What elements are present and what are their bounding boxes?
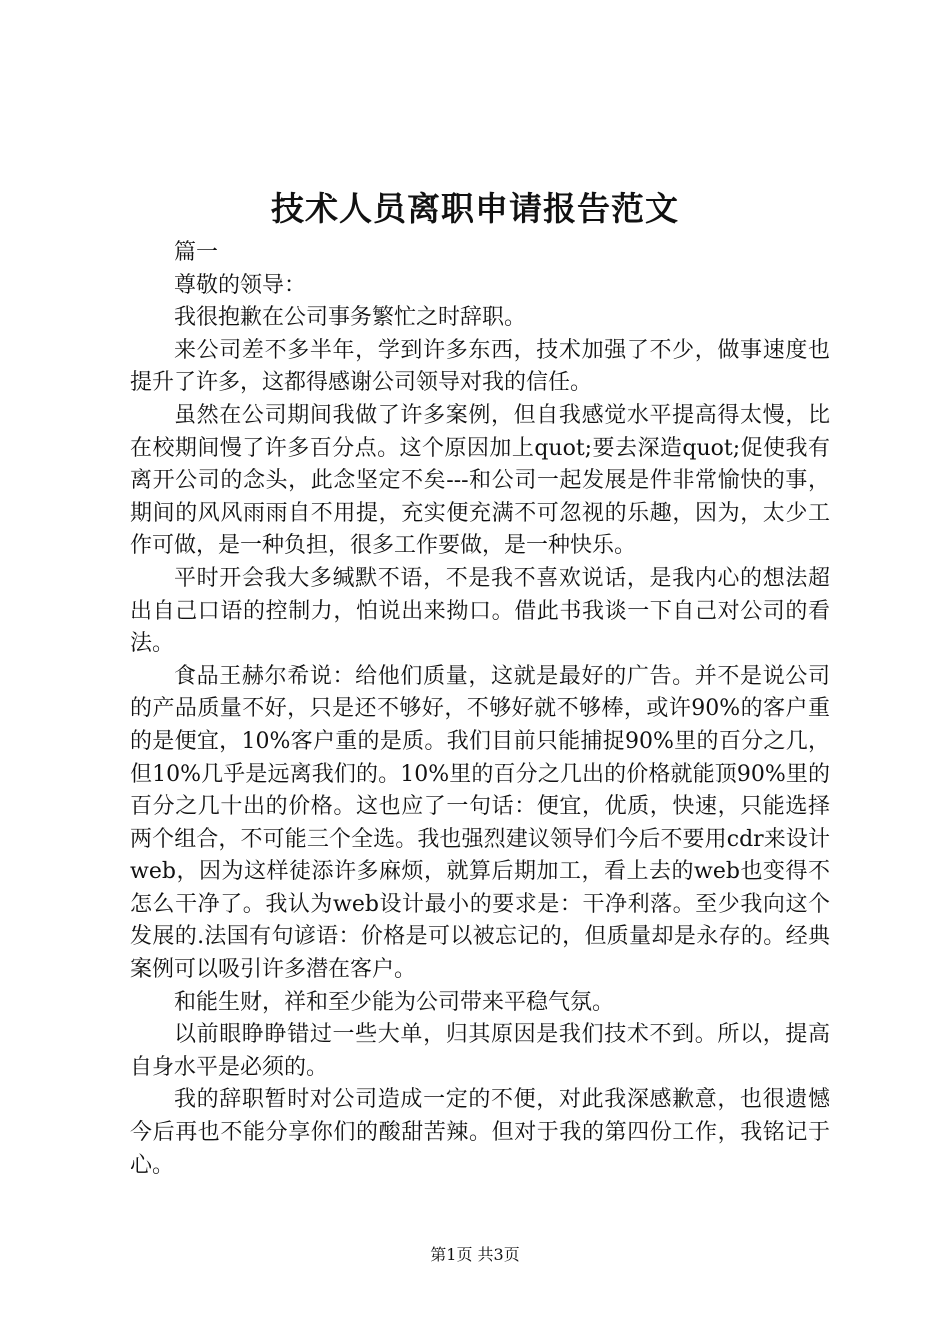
paragraph: 我很抱歉在公司事务繁忙之时辞职。 [174, 305, 527, 331]
paragraph: 我的辞职暂时对公司造成一定的不便，对此我深感歉意，也很遗憾今后再也不能分享你们的酸甜苦辣。但对于我的第四份工作，我铭记于心。 [130, 1087, 830, 1178]
page-footer: 第1页 共3页 [430, 1245, 520, 1264]
paragraph: 来公司差不多半年，学到许多东西，技术加强了不少，做事速度也提升了许多，这都得感谢公司领导对我的信任。 [130, 337, 830, 396]
paragraph: 虽然在公司期间我做了许多案例，但自我感觉水平提高得太慢，比在校期间慢了许多百分点。这个原因加上quot;要去深造quot;促使我有离开公司的念头，此念坚定不矣---和公司一起发展是件非常愉快的事，期间的风风雨雨自不用提，充实便充满不可忽视的乐趣，因为，太少工作可做，是一种负担，很多工作要做，是一种快乐。 [130, 402, 830, 559]
paragraph: 食品王赫尔希说：给他们质量，这就是最好的广告。并不是说公司的产品质量不好，只是还不够好，不够好就不够棒，或许90%的客户重的是便宜，10%客户重的是质。我们目前只能捕捉90%里的百分之几，但10%几乎是远离我们的。10%里的百分之几出的价格就能顶90%里的百分之几十出的价格。这也应了一句话：便宜，优质，快速，只能选择两个组合，不可能三个全选。我也强烈建议领导们今后不要用cdr来设计web，因为这样徒添许多麻烦，就算后期加工，看上去的web也变得不怎么干净了。我认为web设计最小的要求是：干净利落。至少我向这个发展的.法国有句谚语：价格是可以被忘记的，但质量却是永存的。经典案例可以吸引许多潜在客户。 [130, 663, 830, 983]
paragraph: 平时开会我大多缄默不语，不是我不喜欢说话，是我内心的想法超出自己口语的控制力，怕说出来拗口。借此书我谈一下自己对公司的看法。 [130, 565, 830, 657]
paragraph: 以前眼睁睁错过一些大单，归其原因是我们技术不到。所以，提高自身水平是必须的。 [130, 1022, 830, 1080]
document-body [130, 237, 830, 1182]
paragraph: 和能生财，祥和至少能为公司带来平稳气氛。 [174, 989, 615, 1015]
document-title: 技术人员离职申请报告范文 [271, 189, 679, 228]
salutation: 尊敬的领导： [174, 272, 307, 298]
section-heading: 篇一 [174, 240, 219, 265]
